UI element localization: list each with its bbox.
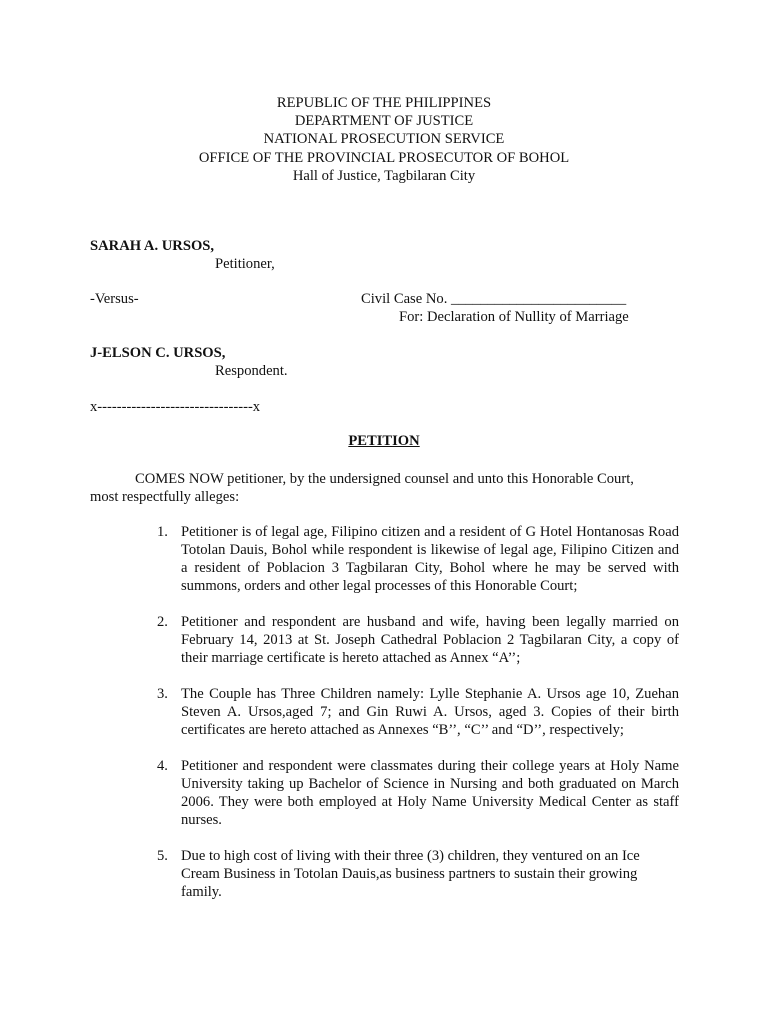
- petitioner-name: SARAH A. URSOS,: [90, 238, 215, 254]
- letterhead: [0, 94, 768, 185]
- respondent-name: J-ELSON C. URSOS,: [90, 345, 226, 361]
- allegations-list: [157, 523, 679, 919]
- caption-divider: x--------------------------------x: [90, 399, 261, 415]
- letterhead-line-department: DEPARTMENT OF JUSTICE: [294, 113, 474, 130]
- respondent-role: Respondent.: [215, 363, 288, 379]
- list-item: [157, 685, 679, 739]
- list-item-number: 3.: [157, 686, 168, 702]
- petitioner-role: Petitioner,: [215, 256, 275, 272]
- list-item-number: 1.: [157, 524, 168, 540]
- list-item-text: Petitioner and respondent are husband and wife, having been legally married on February 14, 2013 at St. Joseph Cathedral Poblacion 2 Tagbilaran City, a copy of their marriage certificate is hereto attached as Annex “A’’;: [181, 614, 679, 666]
- list-item-text: Petitioner and respondent were classmates during their college years at Holy Name University taking up Bachelor of Science in Nursing and both graduated on March 2006. They were both employed at Holy Name University Medical Center as staff nurses.: [181, 758, 679, 828]
- intro-paragraph: [90, 470, 650, 506]
- list-item-number: 2.: [157, 614, 168, 630]
- document-title: PETITION: [348, 433, 420, 449]
- list-item-text: The Couple has Three Children namely: Lylle Stephanie A. Ursos age 10, Zuehan Steven A. Ursos,aged 7; and Gin Ruwi A. Ursos, aged 3. Copies of their birth certificates are hereto attached as Annexes “B’’, “C’’ and “D’’, respectively;: [181, 686, 679, 738]
- letterhead-line-office: OFFICE OF THE PROVINCIAL PROSECUTOR OF BOHOL: [198, 149, 570, 166]
- letterhead-line-republic: REPUBLIC OF THE PHILIPPINES: [276, 95, 492, 111]
- list-item-text: Due to high cost of living with their three (3) children, they ventured on an Ice Cream Business in Totolan Dauis,as business partners to sustain their growing family.: [181, 848, 640, 900]
- letterhead-line-service: NATIONAL PROSECUTION SERVICE: [263, 131, 505, 148]
- intro-line-1: COMES NOW petitioner, by the undersigned counsel and unto this Honorable Court,: [135, 471, 634, 487]
- list-item-number: 5.: [157, 848, 168, 864]
- list-item: [157, 613, 679, 667]
- list-item: [157, 847, 679, 901]
- list-item: [157, 523, 679, 595]
- list-item: [157, 757, 679, 829]
- list-item-text: Petitioner is of legal age, Filipino citizen and a resident of G Hotel Hontanosas Road Totolan Dauis, Bohol while respondent is likewise of legal age, Filipino Citizen and a resident of Poblacion 3 Tagbilaran City, Bohol where he may be served with summons, orders and other legal processes of this Honorable Court;: [181, 524, 679, 594]
- case-subject: For: Declaration of Nullity of Marriage: [399, 309, 629, 325]
- list-item-number: 4.: [157, 758, 168, 774]
- civil-case-number: Civil Case No. ________________________: [361, 291, 627, 307]
- versus-label: -Versus-: [90, 291, 139, 307]
- letterhead-line-address: Hall of Justice, Tagbilaran City: [292, 167, 476, 184]
- intro-line-2: most respectfully alleges:: [90, 489, 240, 505]
